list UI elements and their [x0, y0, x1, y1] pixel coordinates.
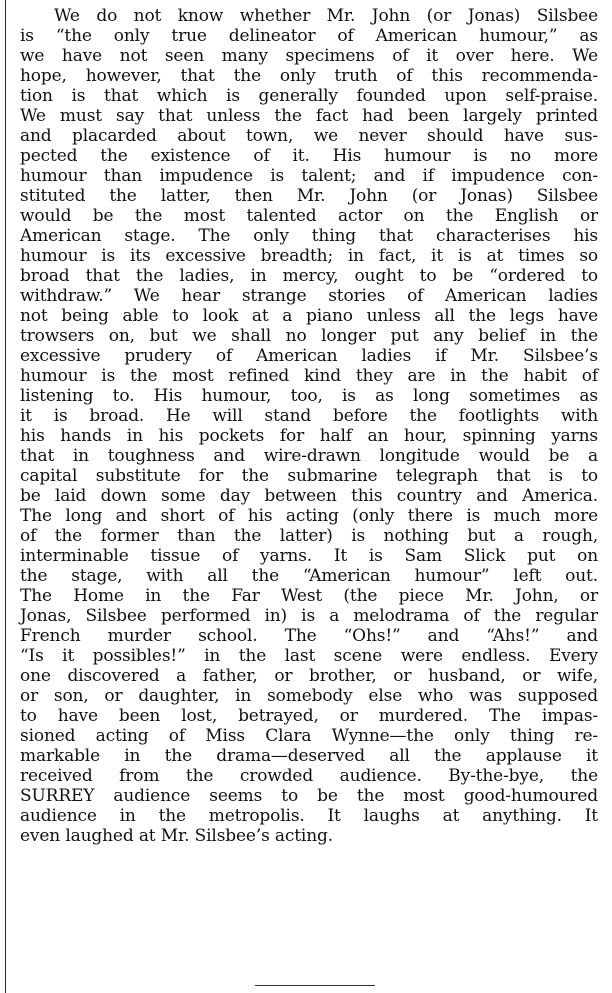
article-line: his hands in his pockets for half an hour, spinning yarns [20, 426, 598, 446]
article-line: excessive prudery of American ladies if Mr. Silsbee’s [20, 346, 598, 366]
article-line: humour is its excessive breadth; in fact, it is at times so [20, 246, 598, 266]
article-line: even laughed at Mr. Silsbee’s acting. [20, 826, 334, 846]
article-line: American stage. The only thing that characterises his [20, 226, 598, 246]
article-line: sioned acting of Miss Clara Wynne—the only thing re- [20, 726, 598, 746]
article-line: or son, or daughter, in somebody else who was supposed [20, 686, 598, 706]
article-line: received from the crowded audience. By-the-bye, the [20, 766, 598, 786]
article-line: trowsers on, but we shall no longer put any belief in the [20, 326, 598, 346]
article-line: We do not know whether Mr. John (or Jonas) Silsbee [54, 6, 598, 26]
article-line: “Is it possibles!” in the last scene were endless. Every [20, 646, 598, 666]
article-line: humour is the most refined kind they are in the habit of [20, 366, 598, 386]
article-line: The long and short of his acting (only there is much more [20, 506, 598, 526]
article-line: stituted the latter, then Mr. John (or Jonas) Silsbee [20, 186, 598, 206]
article-line: that in toughness and wire-drawn longitude would be a [20, 446, 598, 466]
article-line: one discovered a father, or brother, or husband, or wife, [20, 666, 598, 686]
article-line: capital substitute for the submarine telegraph that is to [20, 466, 598, 486]
article-line: be laid down some day between this country and America. [20, 486, 598, 506]
article-line: markable in the drama—deserved all the applause it [20, 746, 598, 766]
article-line: of the former than the latter) is nothing but a rough, [20, 526, 598, 546]
article-line: Jonas, Silsbee performed in) is a melodrama of the regular [20, 606, 598, 626]
article-line: hope, however, that the only truth of this recommenda- [20, 66, 598, 86]
article-line: withdraw.” We hear strange stories of American ladies [20, 286, 598, 306]
article-line: We must say that unless the fact had been largely printed [20, 106, 598, 126]
article-line: not being able to look at a piano unless all the legs have [20, 306, 598, 326]
article-line: humour than impudence is talent; and if impudence con- [20, 166, 598, 186]
article-line: audience in the metropolis. It laughs at anything. It [20, 806, 598, 826]
article-body [20, 6, 598, 846]
article-line: would be the most talented actor on the English or [20, 206, 598, 226]
article-line: pected the existence of it. His humour is no more [20, 146, 598, 166]
article-line: and placarded about town, we never should have sus- [20, 126, 598, 146]
article-line: French murder school. The “Ohs!” and “Ahs!” and [20, 626, 598, 646]
article-line: it is broad. He will stand before the footlights with [20, 406, 598, 426]
article-line: we have not seen many specimens of it over here. We [20, 46, 598, 66]
article-line: tion is that which is generally founded upon self-praise. [20, 86, 598, 106]
end-rule [255, 985, 375, 986]
article-line: the stage, with all the “American humour” left out. [20, 566, 598, 586]
article-line: listening to. His humour, too, is as long sometimes as [20, 386, 598, 406]
article-line: broad that the ladies, in mercy, ought to be “ordered to [20, 266, 598, 286]
column-rule [5, 0, 6, 993]
article-line: interminable tissue of yarns. It is Sam Slick put on [20, 546, 598, 566]
article-line: to have been lost, betrayed, or murdered. The impas- [20, 706, 598, 726]
article-line: SURREY audience seems to be the most good-humoured [20, 786, 598, 806]
article-line: The Home in the Far West (the piece Mr. John, or [20, 586, 598, 606]
article-line: is “the only true delineator of American humour,” as [20, 26, 598, 46]
